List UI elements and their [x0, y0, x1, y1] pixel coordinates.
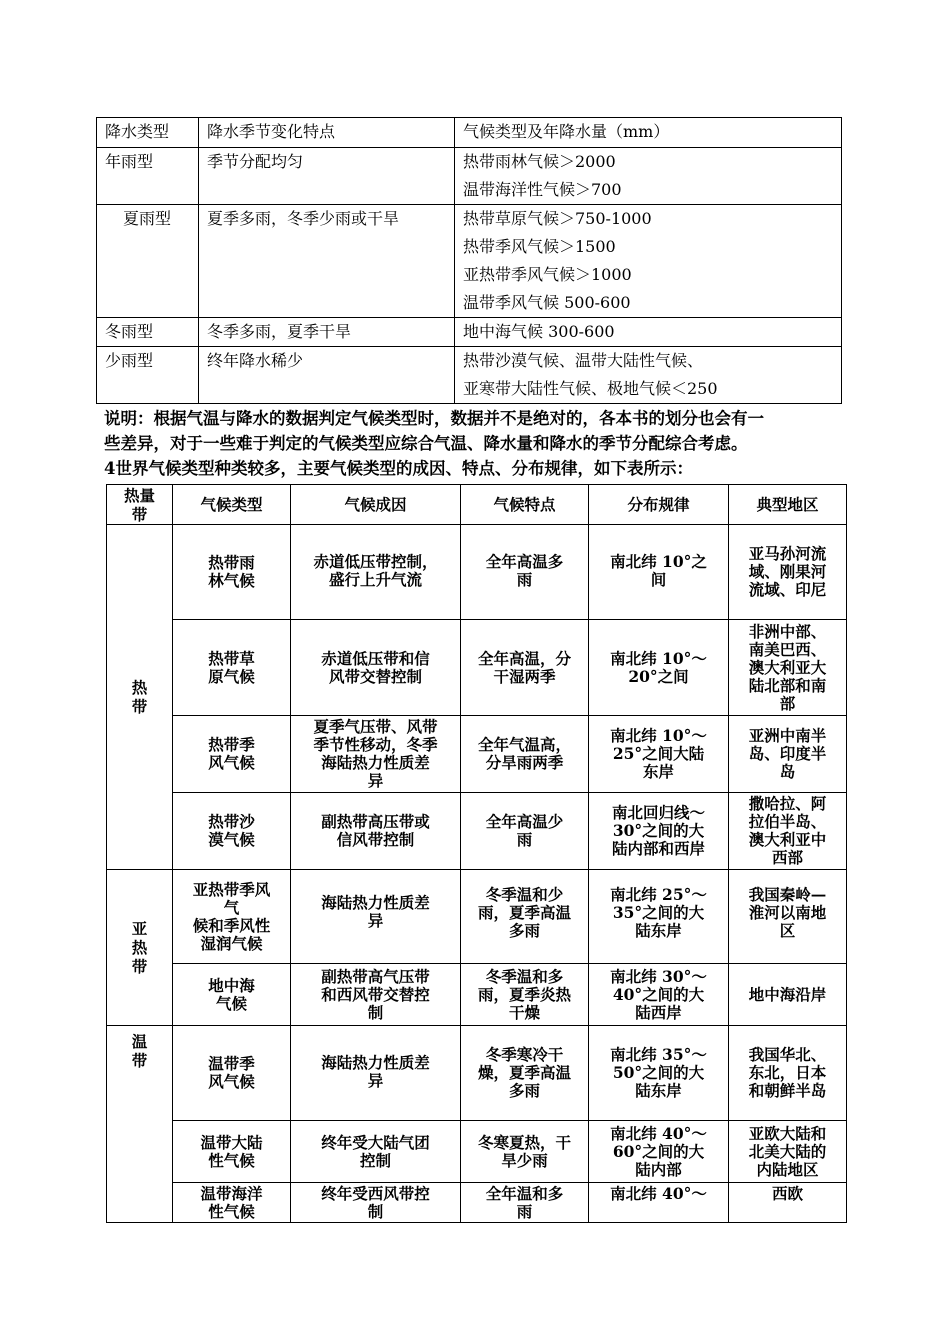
- climate-entry: 热带雨林气候＞2000: [463, 152, 616, 171]
- header-cell: 气候类型: [173, 485, 291, 525]
- typical-region: 撒哈拉、阿 拉伯半岛、 澳大利亚中 西部: [729, 793, 847, 870]
- typical-region: 我国秦岭— 淮河以南地 区: [729, 870, 847, 964]
- precip-feature: 冬季多雨，夏季干旱: [199, 318, 455, 347]
- typical-region: 地中海沿岸: [729, 964, 847, 1026]
- table-row: [97, 347, 842, 404]
- climate-list: [455, 205, 842, 318]
- climate-cause: 副热带高气压带 和西风带交替控 制: [291, 964, 461, 1026]
- table-row: [97, 205, 842, 318]
- header-cell: 热量 带: [107, 485, 173, 525]
- climate-type-table: [106, 484, 847, 1223]
- climate-entry: 热带沙漠气候、温带大陆性气候、: [463, 351, 704, 370]
- climate-type: 热带季 风气候: [173, 716, 291, 793]
- climate-cause: 夏季气压带、风带 季节性移动，冬季 海陆热力性质差 异: [291, 716, 461, 793]
- climate-entry: 热带季风气候＞1500: [463, 237, 616, 256]
- precipitation-type-table: [96, 117, 842, 404]
- precip-feature: 终年降水稀少: [199, 347, 455, 404]
- table-row: [107, 1121, 847, 1183]
- climate-distribution: 南北纬 25°～ 35°之间的大 陆东岸: [589, 870, 729, 964]
- climate-distribution: 南北纬 10°～ 20°之间: [589, 620, 729, 716]
- table-row: [107, 716, 847, 793]
- climate-cause: 终年受西风带控 制: [291, 1183, 461, 1223]
- climate-feature: 全年气温高， 分旱雨两季: [461, 716, 589, 793]
- zone-cell-temperate: 温 带: [107, 1026, 173, 1223]
- climate-cause: 海陆热力性质差 异: [291, 1026, 461, 1121]
- climate-feature: 全年温和多 雨: [461, 1183, 589, 1223]
- climate-feature: 冬季寒冷干 燥，夏季高温 多雨: [461, 1026, 589, 1121]
- precip-feature: 夏季多雨，冬季少雨或干旱: [199, 205, 455, 318]
- header-cell: 降水类型: [97, 118, 199, 148]
- typical-region: 亚洲中南半 岛、印度半 岛: [729, 716, 847, 793]
- precip-type: 少雨型: [97, 347, 199, 404]
- climate-entry: 亚寒带大陆性气候、极地气候＜250: [463, 379, 718, 398]
- zone-cell-subtropical: 亚 热 带: [107, 870, 173, 1026]
- table-header-row: [97, 118, 842, 148]
- climate-distribution: 南北纬 30°～ 40°之间的大 陆西岸: [589, 964, 729, 1026]
- climate-feature: 全年高温少 雨: [461, 793, 589, 870]
- climate-feature: 全年高温多 雨: [461, 525, 589, 620]
- header-cell: 气候成因: [291, 485, 461, 525]
- header-cell: 典型地区: [729, 485, 847, 525]
- climate-type: 亚热带季风 气 候和季风性 湿润气候: [173, 870, 291, 964]
- climate-entry: 地中海气候 300-600: [463, 322, 615, 341]
- note-paragraph: [104, 406, 848, 481]
- table-row: [107, 1026, 847, 1121]
- climate-type: 热带雨 林气候: [173, 525, 291, 620]
- note-line: 说明：根据气温与降水的数据判定气候类型时，数据并不是绝对的，各本书的划分也会有一: [104, 409, 764, 428]
- climate-distribution: 南北纬 40°～: [589, 1183, 729, 1223]
- climate-entry: 热带草原气候＞750-1000: [463, 209, 652, 228]
- table-row: [107, 793, 847, 870]
- note-line: 4世界气候类型种类较多，主要气候类型的成因、特点、分布规律，如下表所示：: [104, 459, 693, 478]
- header-cell: 降水季节变化特点: [199, 118, 455, 148]
- header-cell: 分布规律: [589, 485, 729, 525]
- climate-type: 地中海 气候: [173, 964, 291, 1026]
- climate-distribution: 南北纬 10°之 间: [589, 525, 729, 620]
- climate-distribution: 南北纬 35°～ 50°之间的大 陆东岸: [589, 1026, 729, 1121]
- zone-cell-tropical: 热 带: [107, 525, 173, 870]
- climate-feature: 冬季温和少 雨，夏季高温 多雨: [461, 870, 589, 964]
- climate-type: 热带沙 漠气候: [173, 793, 291, 870]
- table-row: [107, 964, 847, 1026]
- typical-region: 我国华北、 东北，日本 和朝鲜半岛: [729, 1026, 847, 1121]
- typical-region: 非洲中部、 南美巴西、 澳大利亚大 陆北部和南 部: [729, 620, 847, 716]
- table-row: [107, 870, 847, 964]
- precip-type: 夏雨型: [97, 205, 199, 318]
- table-row: [107, 525, 847, 620]
- climate-type: 温带大陆 性气候: [173, 1121, 291, 1183]
- climate-cause: 副热带高压带或 信风带控制: [291, 793, 461, 870]
- table-row: [97, 318, 842, 347]
- table-row: [107, 1183, 847, 1223]
- typical-region: 亚马孙河流 域、刚果河 流域、印尼: [729, 525, 847, 620]
- climate-cause: 终年受大陆气团 控制: [291, 1121, 461, 1183]
- typical-region: 西欧: [729, 1183, 847, 1223]
- precip-type: 冬雨型: [97, 318, 199, 347]
- climate-type: 热带草 原气候: [173, 620, 291, 716]
- climate-entry: 亚热带季风气候＞1000: [463, 265, 632, 284]
- climate-type: 温带季 风气候: [173, 1026, 291, 1121]
- climate-list: [455, 347, 842, 404]
- climate-distribution: 南北纬 10°～ 25°之间大陆 东岸: [589, 716, 729, 793]
- climate-list: [455, 318, 842, 347]
- table-row: [97, 148, 842, 205]
- note-line: 些差异，对于一些难于判定的气候类型应综合气温、降水量和降水的季节分配综合考虑。: [104, 434, 748, 453]
- climate-cause: 海陆热力性质差 异: [291, 870, 461, 964]
- climate-cause: 赤道低压带控制， 盛行上升气流: [291, 525, 461, 620]
- header-cell: 气候特点: [461, 485, 589, 525]
- climate-feature: 全年高温，分 干湿两季: [461, 620, 589, 716]
- typical-region: 亚欧大陆和 北美大陆的 内陆地区: [729, 1121, 847, 1183]
- climate-list: [455, 148, 842, 205]
- climate-cause: 赤道低压带和信 风带交替控制: [291, 620, 461, 716]
- header-cell: 气候类型及年降水量（mm）: [455, 118, 842, 148]
- climate-type: 温带海洋 性气候: [173, 1183, 291, 1223]
- climate-distribution: 南北纬 40°～ 60°之间的大 陆内部: [589, 1121, 729, 1183]
- precip-type: 年雨型: [97, 148, 199, 205]
- climate-feature: 冬季温和多 雨，夏季炎热 干燥: [461, 964, 589, 1026]
- climate-distribution: 南北回归线～ 30°之间的大 陆内部和西岸: [589, 793, 729, 870]
- climate-feature: 冬寒夏热，干 旱少雨: [461, 1121, 589, 1183]
- table-header-row: [107, 485, 847, 525]
- table-row: [107, 620, 847, 716]
- precip-feature: 季节分配均匀: [199, 148, 455, 205]
- climate-entry: 温带海洋性气候＞700: [463, 180, 622, 199]
- climate-entry: 温带季风气候 500-600: [463, 293, 631, 312]
